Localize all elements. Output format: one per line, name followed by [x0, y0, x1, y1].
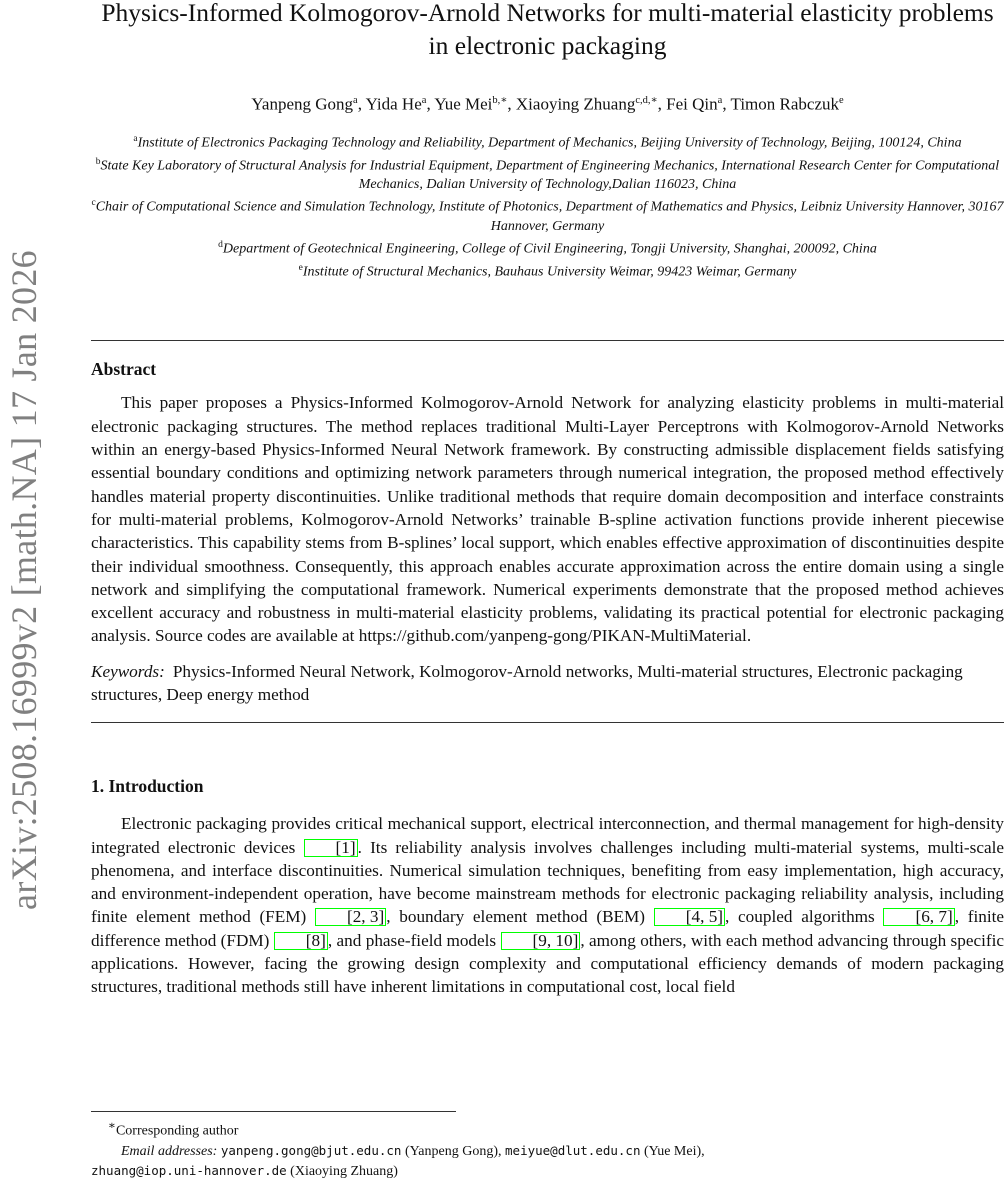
email-link[interactable]: zhuang@iop.uni-hannover.de — [91, 1162, 287, 1178]
affiliation-text: Institute of Structural Mechanics, Bauhaus University Weimar, 99423 Weimar, Germany — [302, 264, 797, 280]
affiliation-c — [91, 194, 1004, 236]
abstract-bottom-rule — [91, 722, 1004, 723]
affiliation-mark: c — [91, 198, 96, 209]
arxiv-identifier: arXiv:2508.16999v2 [math.NA] 17 Jan 2026 — [4, 250, 44, 910]
affiliation-b — [91, 153, 1004, 195]
footnote-mark: ∗ — [108, 1119, 116, 1132]
intro-text-run: , and phase-field models — [327, 930, 501, 950]
author-name: Yanpeng Gong — [251, 94, 354, 114]
affiliation-mark: b — [95, 156, 101, 167]
email-link[interactable]: meiyue@dlut.edu.cn — [505, 1142, 641, 1158]
affiliation-mark: d — [218, 240, 223, 251]
corresponding-author-note — [91, 1116, 1004, 1141]
author-separator: , — [722, 94, 731, 114]
author-separator: , — [657, 94, 667, 114]
email-note — [91, 1141, 1004, 1161]
paper-page — [91, 0, 1005, 1179]
intro-text-run: , among others, with each method advancing through specific applications. However, facing the growing design complexity and computational efficiency demands of modern packaging structures, traditional methods still have inherent limitations in computational cost, local field — [91, 930, 1004, 997]
intro-text-run: . Its reliability analysis involves challenges including multi-material systems, multi-scale phenomena, and interface discontinuities. Numerical simulation techniques, benefiting from easy implementation, high accuracy, and environment-independent operation, have become mainstream methods for electronic packaging reliability analysis, including finite element method (FEM) — [91, 837, 1004, 927]
footnote-rule — [91, 1111, 456, 1112]
email-label: Email addresses: — [121, 1143, 218, 1159]
affiliation-text: Institute of Electronics Packaging Technology and Reliability, Department of Mechanics, Beijing University of Technology, Beijing, 100124, China — [137, 135, 962, 151]
citation-link[interactable]: [9, 10] — [501, 932, 581, 950]
author-affiliation-mark: c,d,∗ — [635, 95, 658, 106]
affiliation-list — [91, 130, 1004, 283]
introduction-text — [91, 812, 1004, 998]
author-affiliation-mark: b,∗ — [492, 95, 508, 106]
author-name: Yida He — [365, 94, 422, 114]
abstract-top-rule — [91, 340, 1004, 341]
author-separator: , — [426, 94, 435, 114]
author-name: Fei Qin — [666, 94, 718, 114]
intro-text-run: , finite difference method (FDM) — [91, 907, 1005, 950]
affiliation-mark: a — [133, 133, 138, 144]
affiliation-d — [91, 236, 1004, 259]
citation-link[interactable]: [1] — [304, 839, 358, 857]
author-separator: , — [357, 94, 366, 114]
intro-text-run: Electronic packaging provides critical mechanical support, electrical interconnection, and thermal management for high-density integrated electronic devices — [91, 814, 1004, 857]
affiliation-e — [91, 259, 1004, 282]
email-owner: (Yanpeng Gong), — [401, 1143, 506, 1159]
citation-link[interactable]: [8] — [274, 932, 328, 950]
author-name: Xiaoying Zhuang — [515, 94, 636, 114]
arxiv-sidebar — [0, 0, 48, 1200]
abstract-heading: Abstract — [91, 359, 157, 380]
affiliation-text: Chair of Computational Science and Simulation Technology, Institute of Photonics, Department of Mathematics and Physics, Leibniz University Hannover, 30167 Hannover, Germany — [95, 200, 1004, 234]
keywords-label: Keywords: — [91, 661, 165, 681]
author-affiliation-mark: a — [717, 95, 723, 106]
email-owner: (Yue Mei), — [640, 1143, 705, 1159]
email-link[interactable]: yanpeng.gong@bjut.edu.cn — [220, 1142, 402, 1158]
citation-link[interactable]: [6, 7] — [883, 908, 954, 926]
keywords — [91, 660, 1004, 707]
author-separator: , — [507, 94, 516, 114]
affiliation-a — [91, 130, 1004, 153]
corresponding-author-text: Corresponding author — [115, 1123, 239, 1139]
author-affiliation-mark: a — [353, 95, 358, 106]
paper-title: Physics-Informed Kolmogorov-Arnold Networks for multi-material elasticity problems in electronic packaging — [101, 0, 994, 60]
author-affiliation-mark: a — [421, 95, 427, 106]
footnotes — [91, 1116, 1004, 1181]
introduction-heading: 1. Introduction — [91, 776, 204, 797]
affiliation-mark: e — [298, 263, 303, 274]
email-owner: (Xiaoying Zhuang) — [286, 1163, 398, 1179]
abstract-text: This paper proposes a Physics-Informed Kolmogorov-Arnold Network for analyzing elasticity problems in multi-material electronic packaging structures. The method replaces traditional Multi-Layer Perceptrons with Kolmogorov-Arnold Networks within an energy-based Physics-Informed Neural Network framework. By constructing admissible displacement fields satisfying essential boundary conditions and optimizing network parameters through numerical integration, the proposed method effectively handles material property discontinuities. Unlike traditional methods that require domain decomposition and interface constraints for multi-material problems, Kolmogorov-Arnold Networks’ trainable B-spline activation functions provide inherent piecewise characteristics. This capability stems from B-splines’ local support, which enables effective approximation of discontinuities despite their individual smoothness. Consequently, this approach enables accurate approximation across the entire domain using a single network and simplifying the computational framework. Numerical experiments demonstrate that the proposed method achieves excellent accuracy and robustness in multi-material elasticity problems, validating its practical potential for electronic packaging analysis. Source codes are available at https://github.com/yanpeng-gong/PIKAN-MultiMaterial. — [91, 393, 1004, 646]
affiliation-text: State Key Laboratory of Structural Analysis for Industrial Equipment, Department of Engineering Mechanics, International Research Center for Computational Mechanics, Dalian University of Technology,Dalian 116023, China — [100, 158, 1000, 192]
author-name: Timon Rabczuk — [730, 94, 839, 114]
citation-link[interactable]: [2, 3] — [315, 908, 386, 926]
citation-link[interactable]: [4, 5] — [654, 908, 725, 926]
email-note-continued — [91, 1161, 1004, 1181]
author-affiliation-mark: e — [839, 95, 844, 106]
intro-text-run: , coupled algorithms — [725, 907, 884, 927]
keywords-text: Physics-Informed Neural Network, Kolmogorov-Arnold networks, Multi-material structures, Electronic packaging structures, Deep energy method — [91, 661, 963, 704]
author-name: Yue Mei — [434, 94, 493, 114]
affiliation-text: Department of Geotechnical Engineering, College of Civil Engineering, Tongji University, Shanghai, 200092, China — [222, 241, 877, 257]
intro-text-run: , boundary element method (BEM) — [386, 907, 654, 927]
author-list — [91, 90, 1004, 116]
